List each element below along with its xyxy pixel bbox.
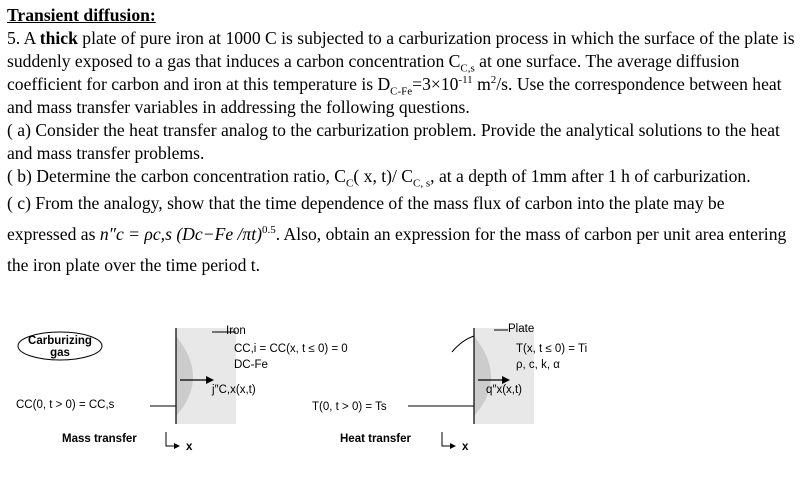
part-c: ( c) From the analogy, show that the time dependence of the mass flux of carbon into the plate may be expressed as n″c = ρc,s (Dc−Fe /πt)$^{0.5}$. Also, obtain an expression for the mass of carbon per unit area entering the iron plate over the time period t. — [7, 193, 787, 275]
iron-label: Iron — [226, 325, 246, 337]
heat-surface-leader — [452, 336, 474, 352]
mass-axis-label: x — [186, 441, 193, 453]
gas-label-2: gas — [50, 347, 70, 359]
heat-initial-condition: T(x, t ≤ 0) = Ti — [516, 343, 588, 355]
heat-properties: ρ, c, k, α — [516, 359, 560, 371]
mass-flux-label: j″C,x(x,t) — [212, 384, 256, 396]
mass-initial-condition: CC,i = CC(x, t ≤ 0) = 0 — [234, 343, 348, 355]
problem-intro: 5. A thick plate of pure iron at 1000 C is subjected to a carburization process in which the surface of the plate is suddenly exposed to a gas that induces a carbon concentration $C_{C,s}$ at one surface. The average diffusion coefficient for carbon and iron at this temperature is $D_{C-Fe}=3\times 10^{-11}$ $m^2/s$. Use the correspondence between heat and mass transfer variables in addressing the following questions. — [7, 28, 795, 117]
diffusivity-label: DC-Fe — [234, 359, 268, 371]
mass-axis-arrow-icon — [174, 443, 180, 449]
mass-caption: Mass transfer — [62, 433, 137, 445]
analogy-diagram — [0, 318, 802, 478]
heat-transfer-diagram — [312, 323, 587, 453]
mass-boundary-condition: CC(0, t > 0) = CC,s — [16, 399, 115, 411]
mass-transfer-diagram — [16, 325, 348, 453]
problem-text — [7, 4, 797, 281]
heat-boundary-condition: T(0, t > 0) = Ts — [312, 401, 387, 413]
heat-flux-label: q″x(x,t) — [486, 384, 523, 396]
plate-label: Plate — [508, 323, 535, 335]
part-a: ( a) Consider the heat transfer analog to the carburization problem. Provide the analytical solutions to the heat and mass transfer problems. — [7, 120, 780, 163]
mass-flux-formula: n″c = ρc,s (Dc−Fe /πt) — [99, 224, 262, 244]
gas-label-1: Carburizing — [28, 335, 92, 347]
heat-axis-arrow-icon — [450, 443, 456, 449]
heat-caption: Heat transfer — [340, 433, 411, 445]
part-b: ( b) Determine the carbon concentration ratio, $C_C$( x, t)/ $C_{C, s}$, at a depth of 1mm after 1 h of carburization. — [7, 166, 751, 190]
problem-heading: Transient diffusion: — [7, 5, 156, 25]
heat-axis-label: x — [462, 441, 469, 453]
